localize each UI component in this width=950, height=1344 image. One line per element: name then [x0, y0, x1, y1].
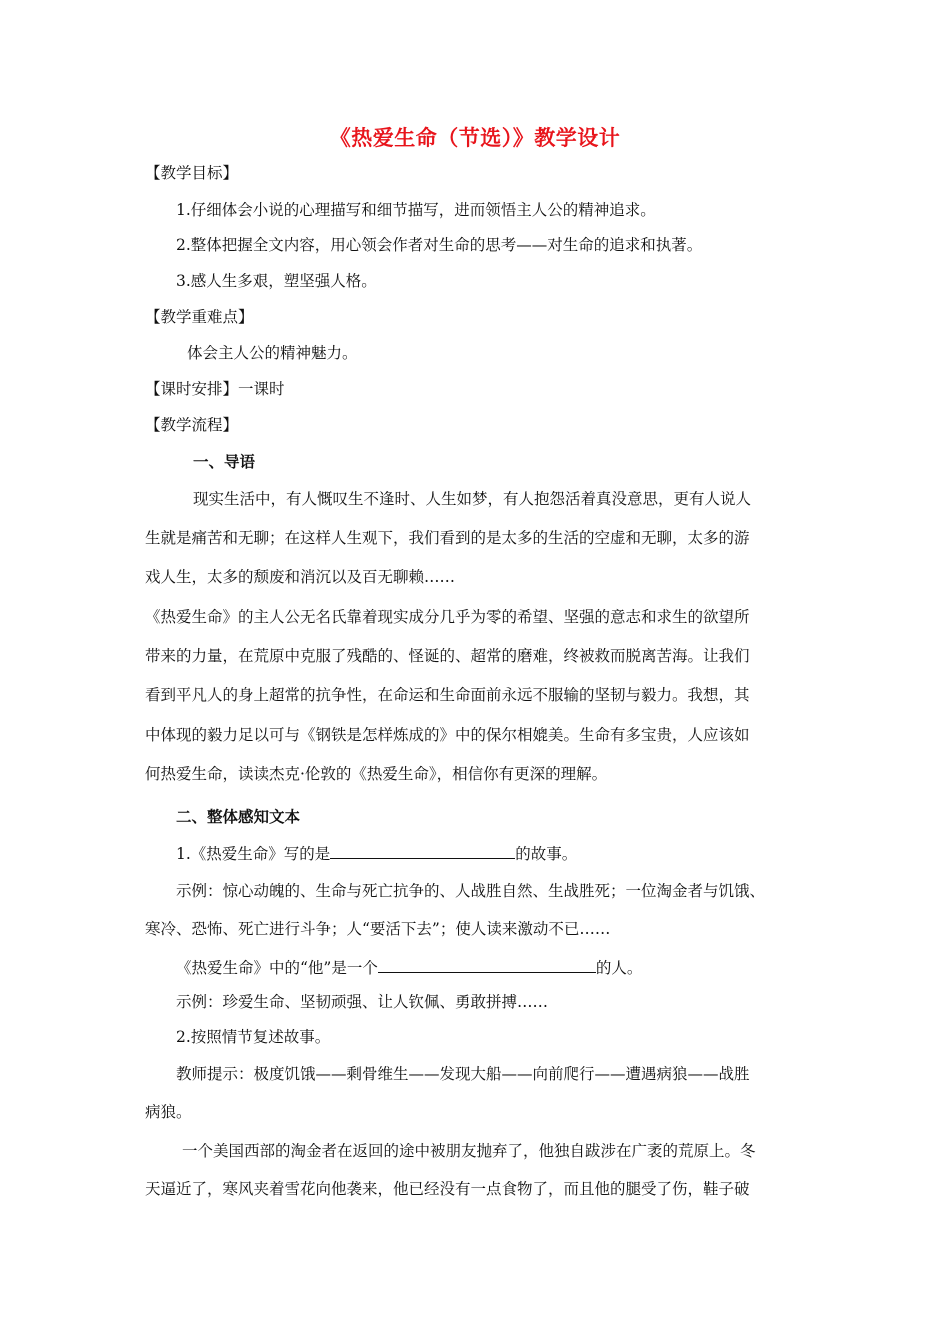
paragraph-line: 生就是痛苦和无聊；在这样人生观下，我们看到的是太多的生活的空虚和无聊，太多的游 — [145, 529, 750, 547]
question-line — [176, 956, 642, 979]
answer-blank — [330, 842, 515, 859]
example-line: 示例：惊心动魄的、生命与死亡抗争的、人战胜自然、生战胜死；一位淘金者与饥饿、 — [176, 882, 766, 900]
objective-item: 3.感人生多艰，塑坚强人格。 — [176, 272, 377, 290]
section-heading-intro: 一、导语 — [193, 452, 256, 471]
question-suffix: 的故事。 — [515, 845, 578, 863]
question-line — [176, 842, 577, 865]
schedule-text: 【课时安排】一课时 — [145, 380, 285, 398]
question-line: 2.按照情节复述故事。 — [176, 1028, 331, 1046]
hint-line: 病狼。 — [145, 1103, 192, 1121]
paragraph-line: 何热爱生命，读读杰克·伦敦的《热爱生命》，相信你有更深的理解。 — [145, 765, 608, 783]
question-prefix: 1.《热爱生命》写的是 — [176, 845, 331, 863]
objectives-heading: 【教学目标】 — [145, 164, 239, 182]
objective-item: 2.整体把握全文内容，用心领会作者对生命的思考——对生命的追求和执著。 — [176, 236, 703, 254]
objective-item: 1.仔细体会小说的心理描写和细节描写，进而领悟主人公的精神追求。 — [176, 201, 656, 219]
story-line: 天逼近了，寒风夹着雪花向他袭来，他已经没有一点食物了，而且他的腿受了伤，鞋子破 — [145, 1180, 750, 1198]
story-line: 一个美国西部的淘金者在返回的途中被朋友抛弃了，他独自跋涉在广袤的荒原上。冬 — [182, 1142, 756, 1160]
document-title: 《热爱生命（节选）》教学设计 — [329, 125, 621, 150]
answer-blank — [378, 956, 596, 973]
example-line: 示例：珍爱生命、坚韧顽强、让人钦佩、勇敢拼搏…… — [176, 993, 549, 1011]
key-points-text: 体会主人公的精神魅力。 — [187, 344, 358, 362]
paragraph-line: 中体现的毅力足以可与《钢铁是怎样炼成的》中的保尔相媲美。生命有多宝贵，人应该如 — [145, 726, 750, 744]
hint-line: 教师提示：极度饥饿——剩骨维生——发现大船——向前爬行——遭遇病狼——战胜 — [176, 1065, 750, 1083]
example-line: 寒冷、恐怖、死亡进行斗争；人“要活下去”；使人读来激动不已…… — [145, 920, 611, 938]
section-heading-overview: 二、整体感知文本 — [176, 807, 301, 826]
question-prefix: 《热爱生命》中的“他”是一个 — [176, 959, 378, 977]
question-suffix: 的人。 — [595, 959, 643, 977]
key-points-heading: 【教学重难点】 — [145, 308, 254, 326]
paragraph-line: 现实生活中，有人慨叹生不逢时、人生如梦，有人抱怨活着真没意思，更有人说人 — [193, 490, 752, 508]
paragraph-line: 《热爱生命》的主人公无名氏靠着现实成分几乎为零的希望、坚强的意志和求生的欲望所 — [145, 608, 750, 626]
paragraph-line: 带来的力量，在荒原中克服了残酷的、怪诞的、超常的磨难，终被救而脱离苦海。让我们 — [145, 647, 750, 665]
paragraph-line: 戏人生，太多的颓废和消沉以及百无聊赖…… — [145, 568, 456, 586]
process-heading: 【教学流程】 — [145, 416, 239, 434]
paragraph-line: 看到平凡人的身上超常的抗争性，在命运和生命面前永远不服输的坚韧与毅力。我想，其 — [145, 686, 750, 704]
